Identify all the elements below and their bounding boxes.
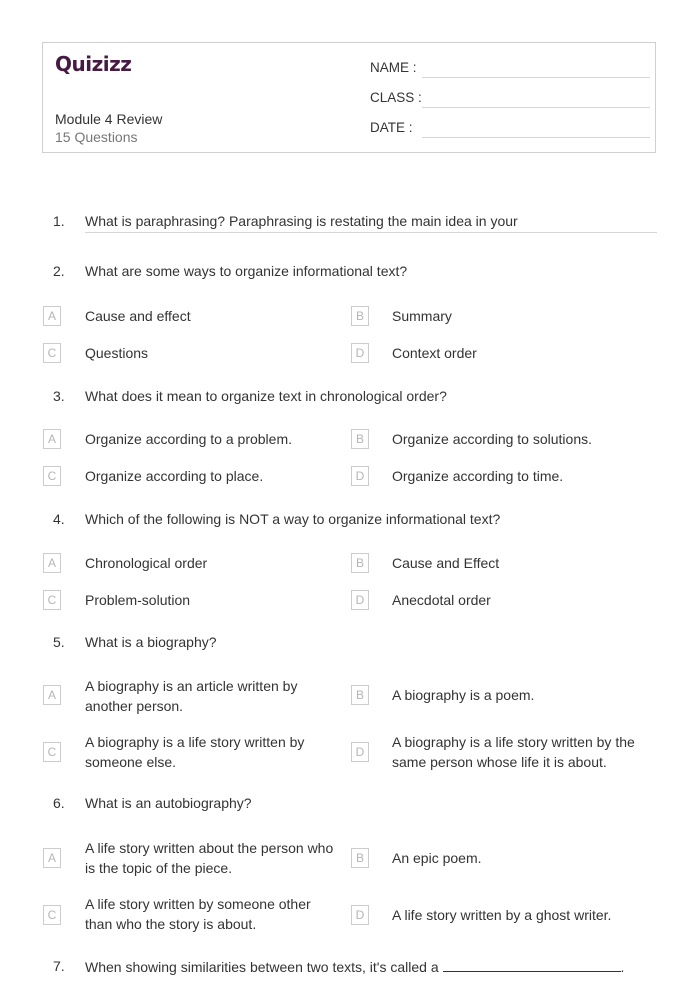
name-field[interactable] — [370, 60, 650, 80]
question-number: 6. — [53, 795, 65, 811]
option-d-box[interactable]: D — [351, 905, 369, 925]
option-b-text: Summary — [392, 308, 452, 324]
option-a-box[interactable]: A — [43, 429, 61, 449]
name-label: NAME : — [370, 60, 417, 75]
option-d-text: Anecdotal order — [392, 592, 491, 608]
option-a-text: Cause and effect — [85, 308, 191, 324]
class-label: CLASS : — [370, 90, 422, 105]
option-b-text: Cause and Effect — [392, 555, 500, 571]
question-text-wrapper — [85, 958, 624, 975]
question-text: What does it mean to organize text in chronological order? — [85, 388, 447, 404]
question-number: 3. — [53, 388, 65, 404]
option-d-text: A biography is a life story written by the same person whose life it is about. — [392, 734, 635, 770]
option-b-box[interactable]: B — [351, 306, 369, 326]
option-b-box[interactable]: B — [351, 848, 369, 868]
option-d-box[interactable]: D — [351, 742, 369, 762]
question-number: 5. — [53, 634, 65, 650]
option-a-box[interactable]: A — [43, 306, 61, 326]
option-b-text: An epic poem. — [392, 850, 482, 866]
question-number: 4. — [53, 511, 65, 527]
option-b-box[interactable]: B — [351, 685, 369, 705]
name-line[interactable] — [422, 77, 650, 78]
question-text: What is an autobiography? — [85, 795, 252, 811]
worksheet-header — [42, 42, 656, 153]
option-a-text: A biography is an article written by another person. — [85, 678, 298, 714]
date-field[interactable] — [370, 120, 650, 140]
option-d-box[interactable]: D — [351, 466, 369, 486]
option-c-box[interactable]: C — [43, 590, 61, 610]
option-b-text: A biography is a poem. — [392, 687, 535, 703]
option-a-text: Organize according to a problem. — [85, 431, 292, 447]
class-field[interactable] — [370, 90, 650, 110]
option-c-box[interactable]: C — [43, 742, 61, 762]
option-a-text: A life story written about the person who is the topic of the piece. — [85, 840, 334, 876]
option-a-box[interactable]: A — [43, 685, 61, 705]
option-a-box[interactable]: A — [43, 848, 61, 868]
option-d-text: Context order — [392, 345, 477, 361]
option-a-box[interactable]: A — [43, 553, 61, 573]
quizizz-logo: Quizizz — [55, 52, 132, 76]
question-count: 15 Questions — [55, 129, 138, 145]
date-label: DATE : — [370, 120, 413, 135]
fill-in-blank[interactable] — [443, 958, 621, 972]
option-b-box[interactable]: B — [351, 553, 369, 573]
answer-line[interactable] — [85, 232, 657, 233]
option-c-text: Problem-solution — [85, 592, 191, 608]
question-text: What are some ways to organize informational text? — [85, 263, 408, 279]
question-number: 2. — [53, 263, 65, 279]
option-c-text: Organize according to place. — [85, 468, 264, 484]
option-d-box[interactable]: D — [351, 343, 369, 363]
worksheet-title: Module 4 Review — [55, 111, 163, 127]
option-a-text: Chronological order — [85, 555, 208, 571]
question-text: When showing similarities between two texts, it's called a — [85, 959, 439, 975]
question-suffix: . — [620, 959, 625, 975]
class-line[interactable] — [422, 107, 650, 108]
option-c-text: A life story written by someone other than who the story is about. — [85, 896, 311, 932]
option-d-text: A life story written by a ghost writer. — [392, 907, 612, 923]
question-text: What is a biography? — [85, 634, 217, 650]
question-number: 7. — [53, 958, 65, 974]
date-line[interactable] — [422, 137, 650, 138]
option-d-text: Organize according to time. — [392, 468, 564, 484]
option-b-box[interactable]: B — [351, 429, 369, 449]
question-text: What is paraphrasing? Paraphrasing is restating the main idea in your — [85, 213, 518, 229]
option-c-box[interactable]: C — [43, 343, 61, 363]
option-b-text: Organize according to solutions. — [392, 431, 592, 447]
option-c-text: Questions — [85, 345, 149, 361]
option-c-text: A biography is a life story written by someone else. — [85, 734, 305, 770]
option-c-box[interactable]: C — [43, 905, 61, 925]
option-d-box[interactable]: D — [351, 590, 369, 610]
question-number: 1. — [53, 213, 65, 229]
option-c-box[interactable]: C — [43, 466, 61, 486]
question-text: Which of the following is NOT a way to organize informational text? — [85, 511, 501, 527]
